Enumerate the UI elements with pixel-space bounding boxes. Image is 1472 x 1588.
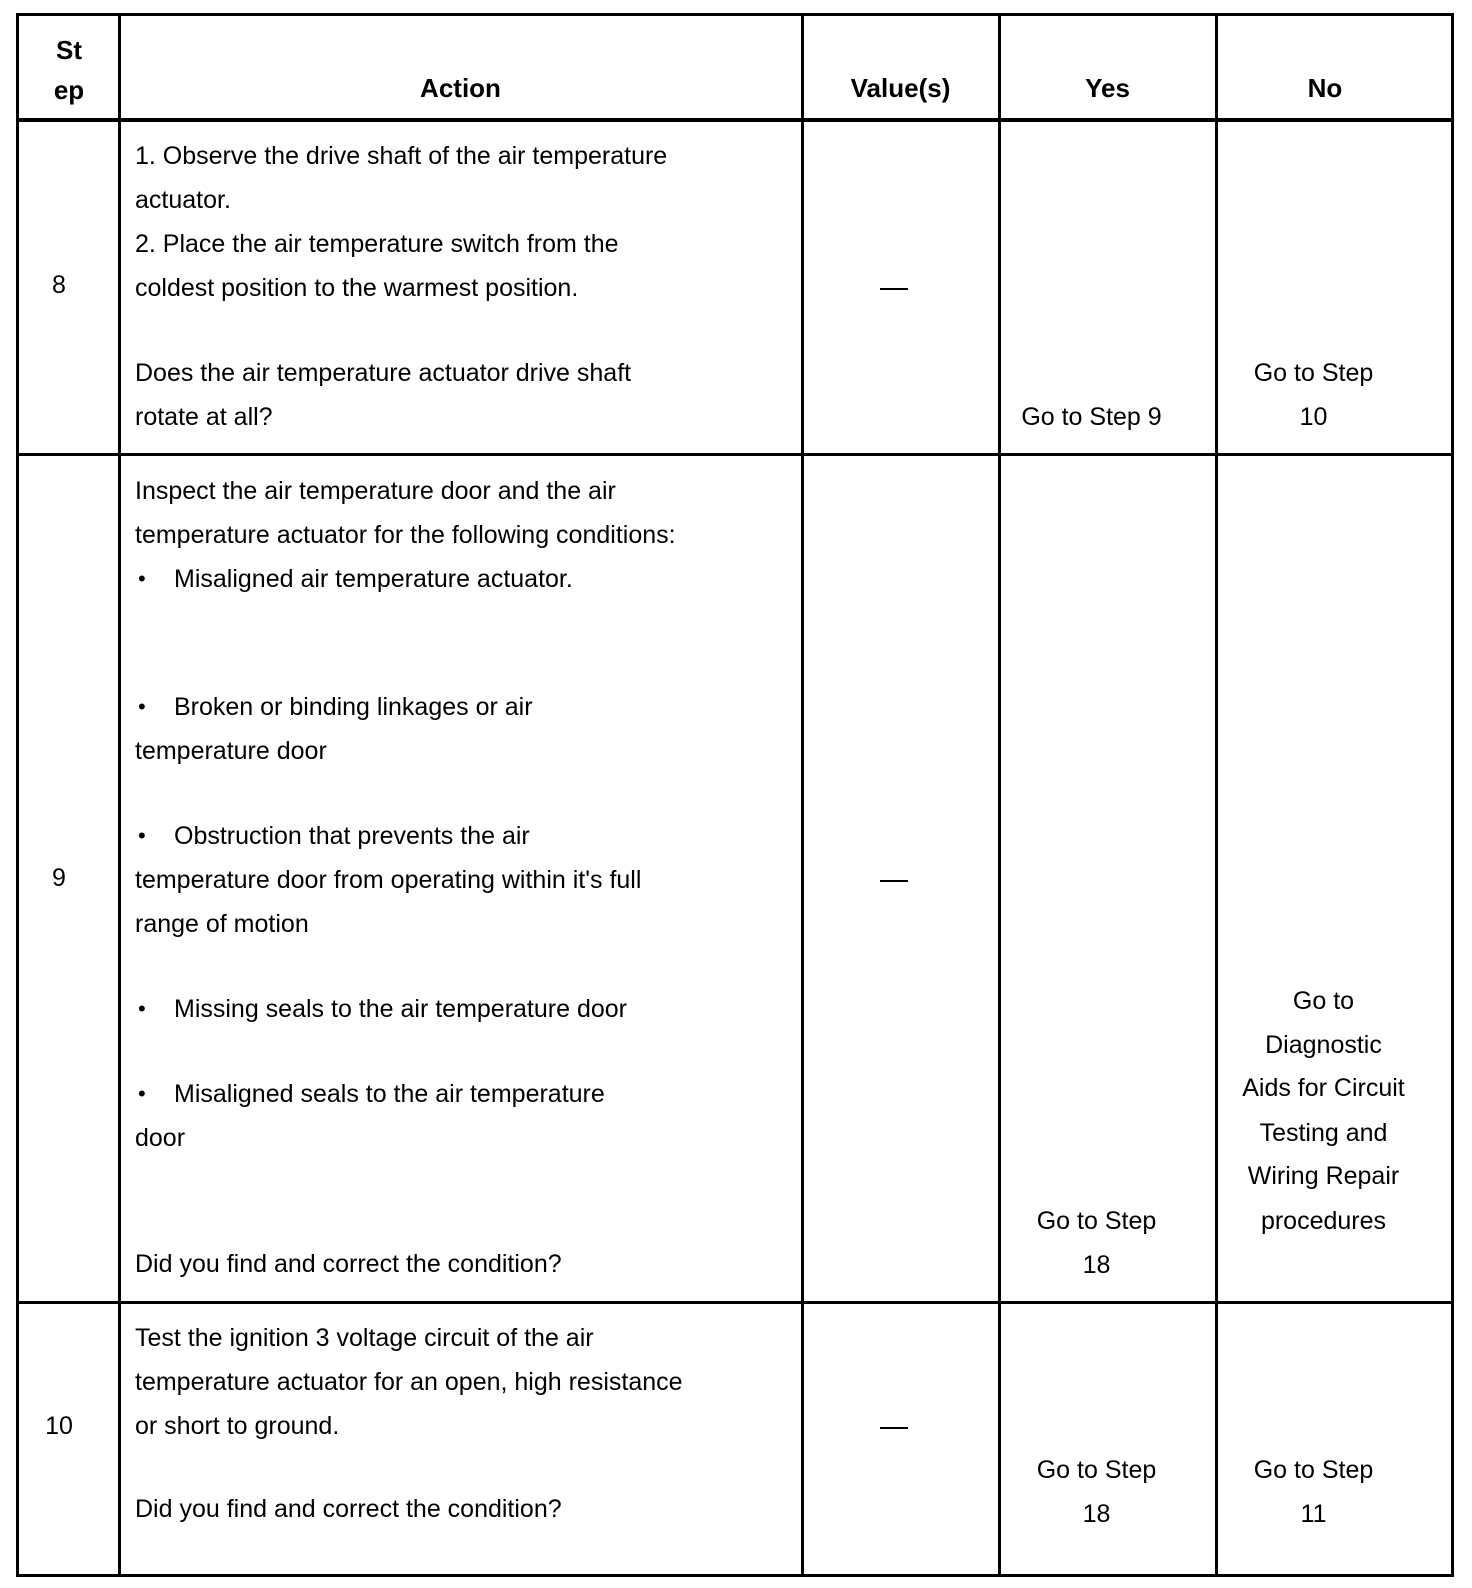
header-no: No bbox=[1307, 73, 1343, 103]
header-step-line2: ep bbox=[53, 75, 85, 105]
bullet-icon: • bbox=[138, 996, 146, 1021]
header-yes: Yes bbox=[1085, 73, 1130, 103]
header-action: Action bbox=[420, 73, 501, 103]
condition-item: Misaligned seals to the air temperature bbox=[174, 1080, 605, 1108]
condition-item: range of motion bbox=[135, 910, 309, 938]
no-result-line: Testing and bbox=[1259, 1119, 1388, 1147]
condition-item: temperature door bbox=[135, 737, 327, 765]
no-result-line: Wiring Repair bbox=[1247, 1162, 1400, 1190]
no-result-line: Go to bbox=[1292, 987, 1355, 1015]
step-number: 8 bbox=[52, 271, 66, 299]
row-divider bbox=[19, 118, 1451, 122]
value-dash bbox=[880, 1427, 908, 1429]
bullet-icon: • bbox=[138, 823, 146, 848]
action-line: temperature actuator for an open, high resistance bbox=[135, 1368, 683, 1396]
condition-item: Obstruction that prevents the air bbox=[174, 822, 530, 850]
value-dash bbox=[880, 880, 908, 882]
header-values: Value(s) bbox=[850, 73, 951, 103]
no-result-line: 11 bbox=[1300, 1500, 1327, 1528]
action-line: or short to ground. bbox=[135, 1412, 340, 1440]
no-result-line: Go to Step bbox=[1253, 1456, 1374, 1484]
action-line: Test the ignition 3 voltage circuit of the air bbox=[135, 1324, 594, 1352]
yes-result-line: 18 bbox=[1082, 1251, 1111, 1279]
bullet-icon: • bbox=[138, 566, 146, 591]
condition-item: Misaligned air temperature actuator. bbox=[174, 565, 573, 593]
no-result-line: Go to Step bbox=[1253, 359, 1374, 387]
row-divider bbox=[19, 1301, 1451, 1304]
condition-item: Missing seals to the air temperature door bbox=[174, 995, 627, 1023]
yes-result-line: 18 bbox=[1082, 1500, 1111, 1528]
yes-result-line: Go to Step bbox=[1036, 1456, 1157, 1484]
action-question: Did you find and correct the condition? bbox=[135, 1495, 562, 1523]
column-divider bbox=[1215, 16, 1218, 1574]
action-question: rotate at all? bbox=[135, 403, 273, 431]
action-line: Inspect the air temperature door and the air bbox=[135, 477, 616, 505]
action-question: Did you find and correct the condition? bbox=[135, 1250, 562, 1278]
header-step-line1: St bbox=[56, 35, 82, 65]
value-dash bbox=[880, 288, 908, 290]
header-step bbox=[19, 30, 119, 110]
column-divider bbox=[118, 16, 121, 1574]
step-number: 9 bbox=[52, 864, 66, 892]
yes-result: Go to Step 9 bbox=[1021, 403, 1162, 431]
action-line: actuator. bbox=[135, 186, 231, 214]
action-line: 1. Observe the drive shaft of the air temperature bbox=[135, 142, 668, 170]
no-result-line: Aids for Circuit bbox=[1242, 1074, 1405, 1102]
column-divider bbox=[801, 16, 804, 1574]
condition-item: door bbox=[135, 1124, 186, 1152]
no-result-line: Diagnostic bbox=[1265, 1031, 1382, 1059]
action-line: 2. Place the air temperature switch from the bbox=[135, 230, 619, 258]
condition-item: temperature door from operating within it's full bbox=[135, 866, 642, 894]
bullet-icon: • bbox=[138, 1081, 146, 1106]
action-line: temperature actuator for the following conditions: bbox=[135, 521, 676, 549]
no-result-line: 10 bbox=[1299, 403, 1328, 431]
action-question: Does the air temperature actuator drive shaft bbox=[135, 359, 632, 387]
action-line: coldest position to the warmest position. bbox=[135, 274, 579, 302]
step-number: 10 bbox=[45, 1412, 73, 1440]
row-divider bbox=[19, 453, 1451, 456]
no-result-line: procedures bbox=[1260, 1207, 1387, 1235]
bullet-icon: • bbox=[138, 694, 146, 719]
yes-result-line: Go to Step bbox=[1036, 1207, 1157, 1235]
condition-item: Broken or binding linkages or air bbox=[174, 693, 533, 721]
column-divider bbox=[998, 16, 1001, 1574]
